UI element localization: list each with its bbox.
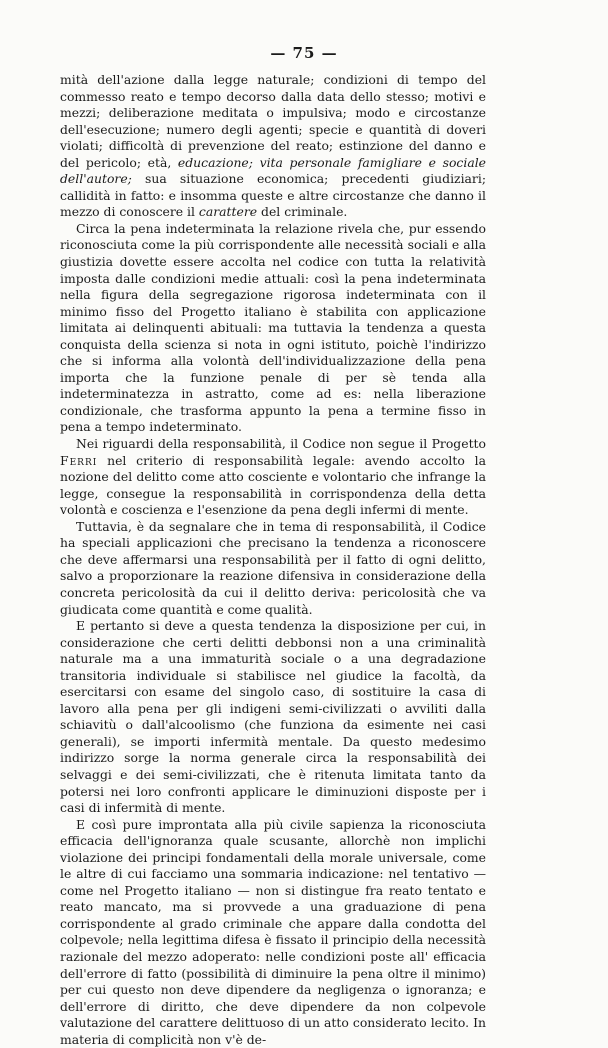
document-body [60,72,486,1048]
paragraph-text: E pertanto si deve a questa tendenza la disposizione per cui, in considerazione che certi delitti debbonsi non a una criminalità naturale ma a una immaturità sociale o a una degradazione transitoria individuale si stabilisce nel giudice la facoltà, da esercitarsi con esame del singolo caso, di sostituire la casa di lavoro alla pena per gli indigeni semi-civilizzati o avviliti dalla schiavitù o dall'alcoolismo (che funziona da esimente nei casi generali), se importi infermità mentale. Da questo medesimo indirizzo sorge la norma generale circa la responsabilità dei selvaggi e dei semi-civilizzati, che è ritenuta limitata tanto da potersi nei loro confronti applicare le diminuzioni disposte per i casi di infermità di mente. [60,618,486,816]
paragraph [60,817,486,1048]
page-number: — 75 — [270,44,338,62]
paragraph-text: E così pure improntata alla più civile sapienza la riconosciuta efficacia dell'ignoranza quale scusante, allorchè non implichi violazione dei principi fondamentali della morale universale, come le altre di cui facciamo una sommaria indicazione: nel tentativo — come nel Progetto italiano — non si distingue fra reato tentato e reato mancato, ma si provvede a una graduazione di pena corrispondente al grado criminale che appare dalla condotta del colpevole; nella legittima difesa è fissato il principio della necessità razionale del mezzo adoperato: nelle condizioni poste all' efficacia dell'errore di fatto (possibilità di diminuire la pena oltre il minimo) per cui questo non deve dipendere da negligenza o ignoranza; e dell'errore di diritto, che deve dipendere da non colpevole valutazione del carattere delittuoso di un atto considerato lecito. In materia di complicità non v'è de- [60,816,486,1047]
paragraph-text: mità dell'azione dalla legge naturale; condizioni di tempo del commesso reato e tempo decorso dalla data dello stesso; motivi e mezzi; deliberazione meditata o impulsiva; modo e circostanze dell'esecuzione; numero degli agenti; specie e quantità di doveri violati; difficoltà di prevenzione del reato; estinzione del danno e del pericolo; età, [60,72,486,170]
paragraph-text: Tuttavia, è da segnalare che in tema di responsabilità, il Codice ha speciali applicazioni che precisano la tendenza a riconoscere che deve affermarsi una responsabilità per il fatto di ogni delitto, salvo a proporzionare la reazione difensiva in considerazione della concreta pericolosità da cui il delitto deriva: pericolosità che va giudicata come quantità e come qualità. [60,518,486,617]
italic-text: carattere [198,204,258,220]
paragraph [60,72,486,221]
paragraph [60,519,486,618]
paragraph-text: sua situazione economica; precedenti giudiziari; callidità in fatto: e insomma queste e altre circostanze che danno il mezzo di conoscere il [60,171,486,220]
italic-text: educazione; vita personale famigliare e sociale dell'autore; [60,154,487,187]
paragraph [60,618,486,817]
paragraph-text: Nei riguardi della responsabilità, il Codice non segue il Progetto [76,436,486,452]
paragraph [60,436,486,519]
paragraph-text: nel criterio di responsabilità legale: avendo accolto la nozione del delitto come atto cosciente e volontario che infrange la legge, consegue la responsabilità in corrispondenza della detta volontà e coscienza e l'esenzione da pena degli infermi di mente. [60,452,486,518]
small-caps-text: Ferri [60,452,98,468]
paragraph [60,221,486,436]
paragraph-text: Circa la pena indeterminata la relazione rivela che, pur essendo riconosciuta come la più corrispondente alle necessità sociali e alla giustizia dovette essere accolta nel codice con tutta la relatività imposta dalle condizioni medie attuali: così la pena indeterminata nella figura della segregazione rigorosa indeterminata con il minimo fisso del Progetto italiano è stabilita con applicazione limitata ai delinquenti abituali: ma tuttavia la tendenza a questa conquista della scienza si nota in ogni istituto, poichè l'indirizzo che si informa alla volontà dell'individualizzazione della pena importa che la funzione penale di per sè tenda alla indeterminatezza in astratto, come ad es: nella liberazione condizionale, che trasforma appunto la pena a termine fisso in pena a tempo indeterminato. [60,220,486,435]
paragraph-text: del criminale. [257,204,348,220]
